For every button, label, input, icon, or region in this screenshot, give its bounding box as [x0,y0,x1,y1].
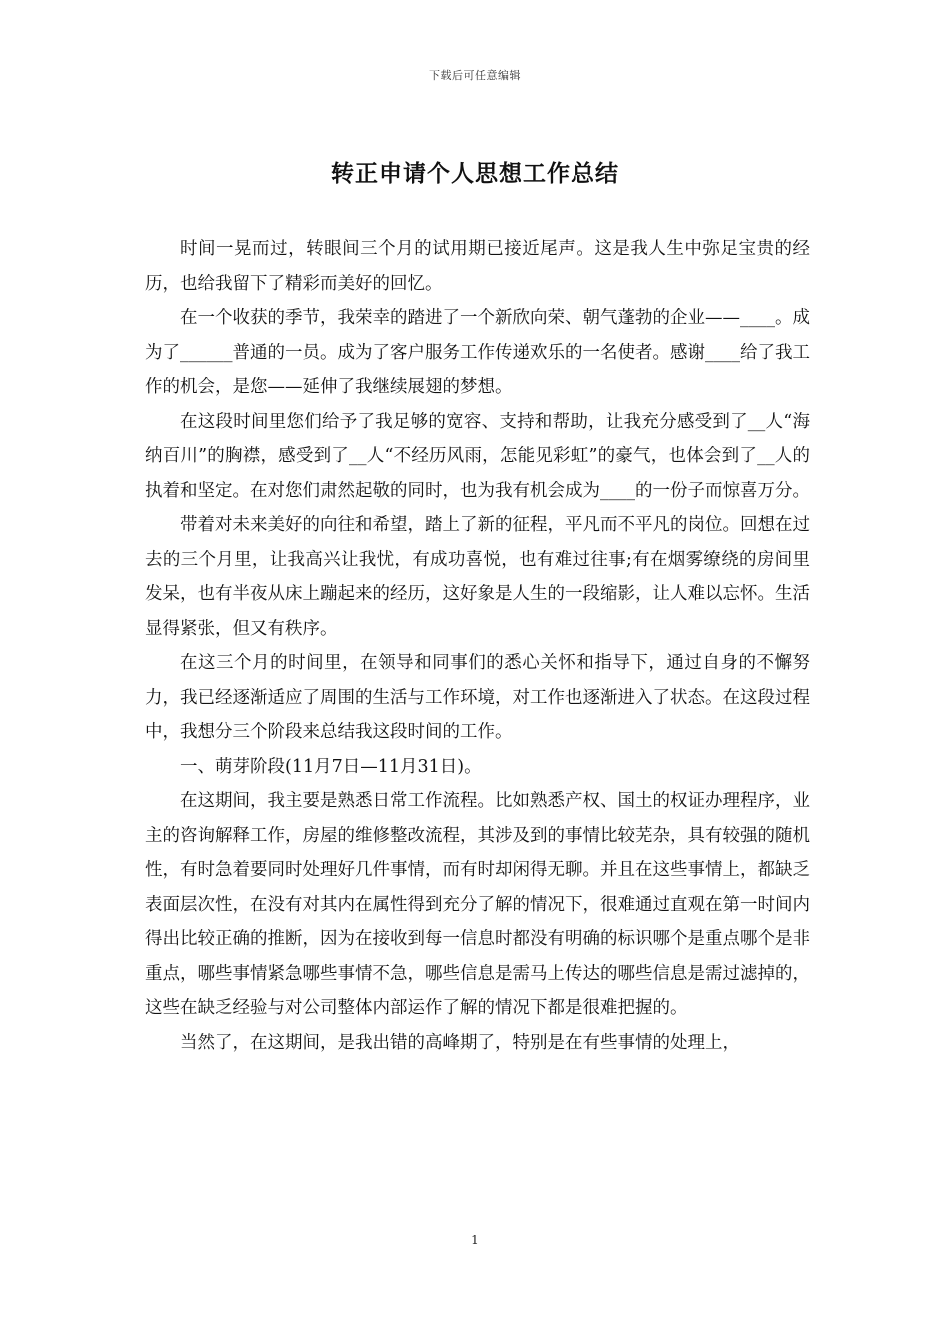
document-title: 转正申请个人思想工作总结 [331,160,619,187]
section-heading: 一、萌芽阶段(11月7日—11月31日)。 [180,756,482,777]
page-number: 1 [471,1233,479,1247]
paragraph: 在这段时间里您们给予了我足够的宽容、支持和帮助，让我充分感受到了__人“海纳百川”的胸襟，感受到了__人“不经历风雨，怎能见彩虹”的豪气，也体会到了__人的执着和坚定。在对您们肃然起敬的同时，也为我有机会成为____的一份子而惊喜万分。 [145,411,810,501]
paragraph: 带着对未来美好的向往和希望，踏上了新的征程，平凡而不平凡的岗位。回想在过去的三个月里，让我高兴让我忧，有成功喜悦，也有难过往事;有在烟雾缭绕的房间里发呆，也有半夜从床上蹦起来的经历，这好象是人生的一段缩影，让人难以忘怀。生活显得紧张，但又有秩序。 [145,515,810,639]
header-note: 下载后可任意编辑 [429,69,521,82]
paragraph: 当然了，在这期间，是我出错的高峰期了，特别是在有些事情的处理上， [180,1032,740,1053]
paragraph: 在这期间，我主要是熟悉日常工作流程。比如熟悉产权、国土的权证办理程序，业主的咨询解释工作，房屋的维修整改流程，其涉及到的事情比较芜杂，具有较强的随机性，有时急着要同时处理好几件事情，而有时却闲得无聊。并且在这些事情上，都缺乏表面层次性，在没有对其内在属性得到充分了解的情况下，很难通过直观在第一时间内得出比较正确的推断，因为在接收到每一信息时都没有明确的标识哪个是重点哪个是非重点，哪些事情紧急哪些事情不急，哪些信息是需马上传达的哪些信息是需过滤掉的，这些在缺乏经验与对公司整体内部运作了解的情况下都是很难把握的。 [145,791,810,1018]
paragraph: 在这三个月的时间里，在领导和同事们的悉心关怀和指导下，通过自身的不懈努力，我已经逐渐适应了周围的生活与工作环境，对工作也逐渐进入了状态。在这段过程中，我想分三个阶段来总结我这段时间的工作。 [145,653,810,742]
document-body [145,232,810,1060]
paragraph: 时间一晃而过，转眼间三个月的试用期已接近尾声。这是我人生中弥足宝贵的经历，也给我留下了精彩而美好的回忆。 [145,239,810,294]
paragraph: 在一个收获的季节，我荣幸的踏进了一个新欣向荣、朝气蓬勃的企业——____。成为了______普通的一员。成为了客户服务工作传递欢乐的一名使者。感谢____给了我工作的机会，是您——延伸了我继续展翅的梦想。 [145,308,810,397]
